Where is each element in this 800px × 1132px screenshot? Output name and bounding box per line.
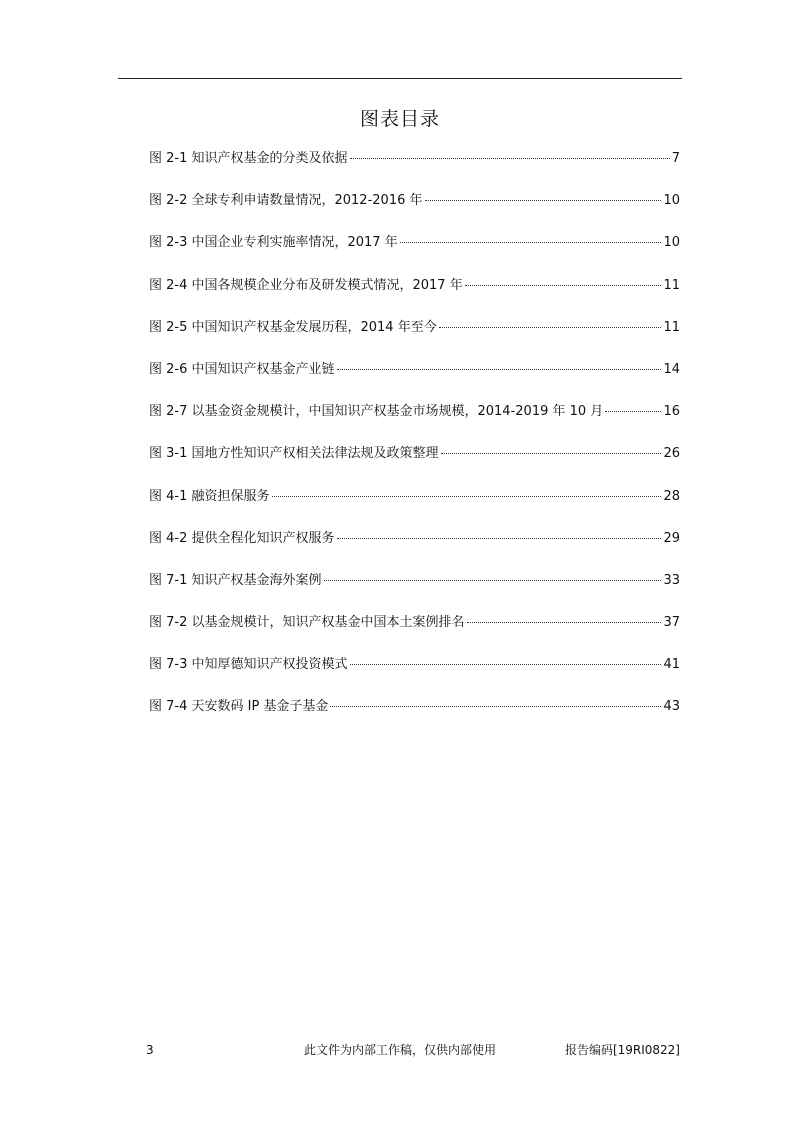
toc-entry-label: 图 2-1 知识产权基金的分类及依据 (149, 151, 348, 166)
toc-entry-page-number: 43 (663, 699, 680, 715)
toc-entry-label: 图 7-2 以基金规模计，知识产权基金中国本土案例排名 (149, 615, 465, 631)
toc-entry-page-number: 10 (663, 193, 680, 209)
toc-dot-leader (324, 580, 662, 581)
toc-entry[interactable] (149, 275, 680, 317)
toc-entry[interactable] (149, 232, 680, 274)
toc-entry-label: 图 7-1 知识产权基金海外案例 (149, 572, 322, 588)
toc-entry-label: 图 4-1 融资担保服务 (149, 488, 270, 504)
toc-entry-page-number: 41 (663, 657, 680, 673)
toc-entry-page-number: 28 (663, 488, 680, 504)
toc-dot-leader (605, 411, 661, 412)
toc-entry-label: 图 2-5 中国知识产权基金发展历程，2014 年至今 (149, 319, 437, 335)
toc-entry-label: 图 2-2 全球专利申请数量情况，2012-2016 年 (149, 193, 423, 209)
toc-dot-leader (465, 285, 662, 286)
toc-entry-label: 图 2-6 中国知识产权基金产业链 (149, 361, 335, 377)
toc-entry-page-number: 11 (663, 277, 680, 293)
footer-page-number: 3 (146, 1043, 154, 1057)
toc-entry[interactable] (149, 528, 680, 570)
toc-dot-leader (337, 369, 662, 370)
toc-dot-leader (467, 622, 662, 623)
toc-entry-page-number: 29 (663, 530, 680, 546)
toc-entry-label: 图 3-1 国地方性知识产权相关法律法规及政策整理 (149, 446, 439, 462)
toc-entry[interactable] (149, 696, 680, 738)
toc-entry-page-number: 16 (663, 404, 680, 420)
toc-entry[interactable] (149, 612, 680, 654)
toc-entry[interactable] (149, 486, 680, 528)
toc-entry-label: 图 2-4 中国各规模企业分布及研发模式情况，2017 年 (149, 277, 463, 293)
toc-entry-page-number: 14 (663, 361, 680, 377)
table-of-figures (149, 148, 680, 739)
toc-entry[interactable] (149, 443, 680, 485)
toc-dot-leader (337, 538, 662, 539)
toc-dot-leader (272, 496, 662, 497)
toc-dot-leader (350, 158, 670, 159)
toc-entry[interactable] (149, 401, 680, 443)
toc-entry-page-number: 11 (663, 319, 680, 335)
footer-confidentiality-notice: 此文件为内部工作稿，仅供内部使用 (303, 1043, 496, 1057)
toc-entry[interactable] (149, 148, 680, 190)
toc-entry-label: 图 2-3 中国企业专利实施率情况，2017 年 (149, 235, 398, 251)
toc-entry-page-number: 7 (671, 151, 680, 166)
toc-entry-page-number: 33 (663, 572, 680, 588)
toc-entry[interactable] (149, 359, 680, 401)
toc-entry[interactable] (149, 317, 680, 359)
toc-entry-label: 图 7-4 天安数码 IP 基金子基金 (149, 699, 329, 715)
toc-entry-label: 图 7-3 中知厚德知识产权投资模式 (149, 657, 348, 673)
page-footer (0, 1040, 800, 1060)
toc-entry-page-number: 10 (663, 235, 680, 251)
toc-dot-leader (441, 453, 662, 454)
toc-entry-page-number: 26 (663, 446, 680, 462)
toc-entry[interactable] (149, 190, 680, 232)
toc-dot-leader (330, 706, 661, 707)
header-rule (118, 78, 682, 79)
toc-dot-leader (439, 327, 662, 328)
toc-entry[interactable] (149, 570, 680, 612)
toc-dot-leader (425, 200, 662, 201)
toc-entry-page-number: 37 (663, 615, 680, 631)
toc-dot-leader (400, 242, 662, 243)
toc-entry[interactable] (149, 654, 680, 696)
page-title: 图表目录 (359, 108, 440, 130)
toc-dot-leader (350, 664, 662, 665)
toc-entry-label: 图 2-7 以基金资金规模计，中国知识产权基金市场规模，2014-2019 年 10 月 (149, 404, 604, 420)
footer-report-code: 报告编码[19RI0822] (564, 1043, 680, 1057)
toc-entry-label: 图 4-2 提供全程化知识产权服务 (149, 530, 335, 546)
